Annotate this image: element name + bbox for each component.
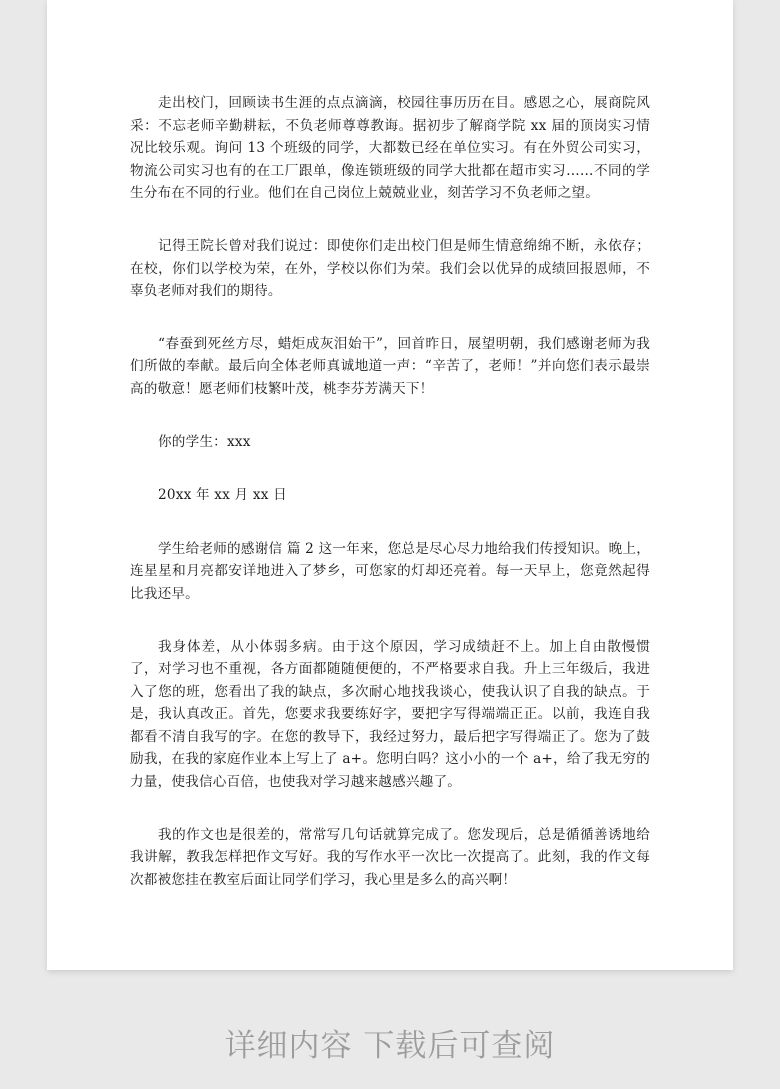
paragraph: 走出校门，回顾读书生涯的点点滴滴，校园往事历历在目。感恩之心，展商院风采：不忘老师辛勤耕耘，不负老师尊尊教诲。据初步了解商学院 xx 届的顶岗实习情况比较乐观。询问 13 个班级的同学，大都数已经在单位实习。有在外贸公司实习，物流公司实习也有的在工厂跟单，像连锁班级的同学大批都在超市实习……不同的学生分布在不同的行业。他们在自己岗位上兢兢业业，刻苦学习不负老师之望。 [130, 95, 650, 202]
date-line: 20xx 年 xx 月 xx 日 [158, 487, 287, 504]
paragraph: 记得王院长曾对我们说过：即使你们走出校门但是师生情意绵绵不断，永依存；在校，你们以学校为荣，在外，学校以你们为荣。我们会以优异的成绩回报恩师，不辜负老师对我们的期待。 [130, 237, 650, 300]
paragraph: “春蚕到死丝方尽，蜡炬成灰泪始干”，回首昨日，展望明朝，我们感谢老师为我们所做的奉献。最后向全体老师真诚地道一声：“辛苦了，老师！”并向您们表示最崇高的敬意！愿老师们枝繁叶茂，桃李芬芳满天下！ [130, 335, 650, 397]
document-page [47, 0, 733, 970]
paragraph: 我的作文也是很差的，常常写几句话就算完成了。您发现后，总是循循善诱地给我讲解，教我怎样把作文写好。我的写作水平一次比一次提高了。此刻，我的作文每次都被您挂在教室后面让同学们学习，我心里是多么的高兴啊！ [130, 826, 650, 888]
paragraph: 我身体差，从小体弱多病。由于这个原因，学习成绩赶不上。加上自由散慢惯了，对学习也不重视，各方面都随随便便的，不严格要求自我。升上三年级后，我进入了您的班，您看出了我的缺点，多次耐心地找我谈心，使我认识了自我的缺点。于是，我认真改正。首先，您要求我要练好字，要把字写得端端正正。以前，我连自我都看不清自我写的字。在您的教导下，我经过努力，最后把字写得端正了。您为了鼓励我，在我的家庭作业本上写上了 a+。您明白吗？这小小的一个 a+，给了我无穷的力量，使我信心百倍，也使我对学习越来越感兴趣了。 [130, 638, 650, 791]
document-body [130, 92, 650, 921]
signature-line: 你的学生：xxx [158, 433, 251, 450]
download-prompt-footer: 详细内容 下载后可查阅 [224, 1028, 556, 1064]
watermark [73, 269, 88, 295]
paragraph: 学生给老师的感谢信 篇 2 这一年来，您总是尽心尽力地给我们传授知识。晚上，连星星和月亮都安详地进入了梦乡，可您家的灯却还亮着。每一天早上，您竟然起得比我还早。 [130, 540, 650, 602]
